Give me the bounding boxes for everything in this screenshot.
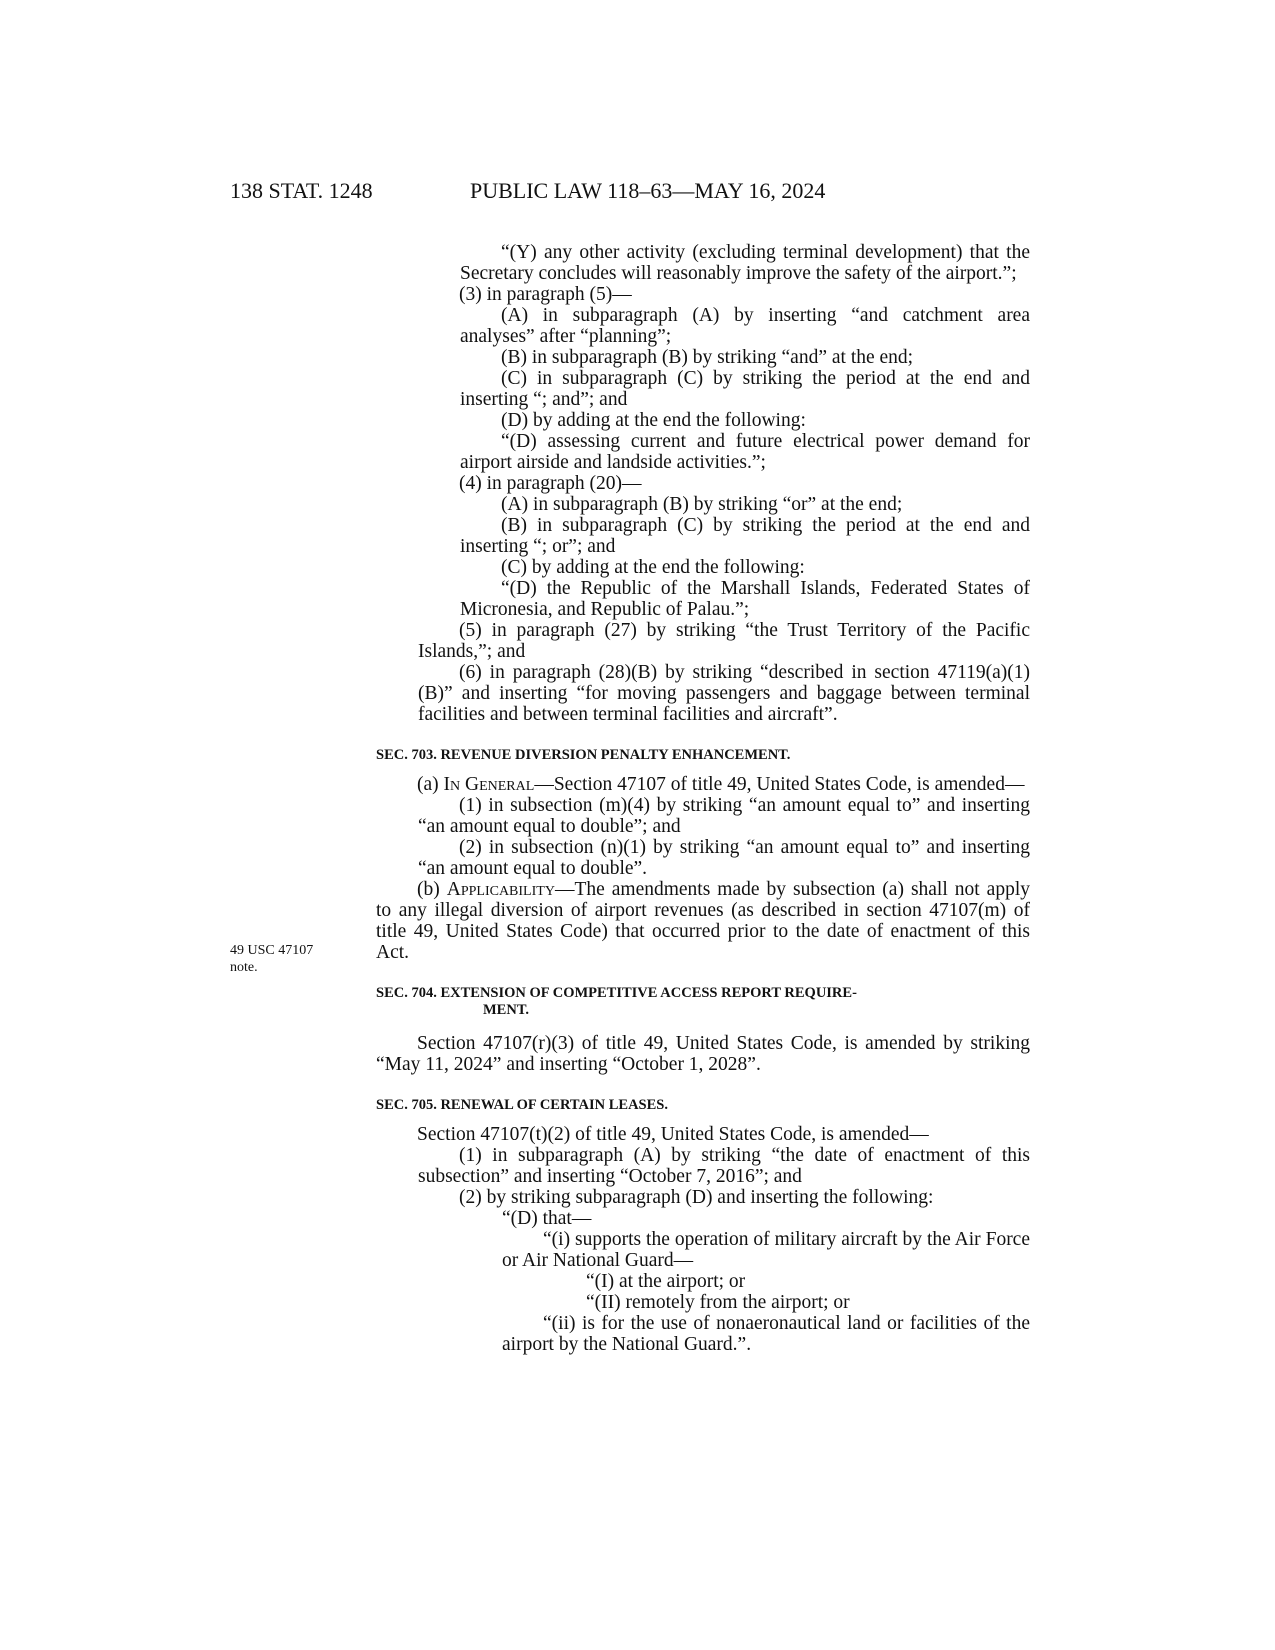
quoted-paragraph-4-c: “(D) the Republic of the Marshall Islands, Federated States of Micronesia, and Republic of Palau.”; [460, 578, 1030, 620]
section-703-heading: SEC. 703. REVENUE DIVERSION PENALTY ENHANCEMENT. [376, 747, 791, 763]
page-header [0, 178, 1275, 218]
subsection-a-text: —Section 47107 of title 49, United States Code, is amended— [534, 774, 1025, 795]
document-body [376, 242, 1030, 1355]
section-703-a-2: (2) in subsection (n)(1) by striking “an amount equal to” and inserting “an amount equal to double”. [418, 837, 1030, 879]
section-705-quoted-d: “(D) that— [502, 1208, 592, 1229]
section-705-paragraph-1: (1) in subparagraph (A) by striking “the date of enactment of this subsection” and inserting “October 7, 2016”; and [418, 1145, 1030, 1187]
paragraph-3-a: (A) in subparagraph (A) by inserting “and catchment area analyses” after “planning”; [460, 305, 1030, 347]
section-704-heading-continued: MENT. [483, 1002, 530, 1018]
paragraph-6: (6) in paragraph (28)(B) by striking “described in section 47119(a)(1)(B)” and inserting “for moving passengers and baggage between terminal facilities and between terminal facilities and aircraft”. [418, 662, 1030, 725]
margin-note-suffix: note. [230, 960, 258, 975]
quoted-paragraph-y: “(Y) any other activity (excluding terminal development) that the Secretary concludes will reasonably improve the safety of the airport.”; [460, 242, 1030, 284]
paragraph-3-d: (D) by adding at the end the following: [501, 410, 806, 431]
subsection-a-label: (a) [417, 774, 444, 795]
section-703-a-1: (1) in subsection (m)(4) by striking “an amount equal to” and inserting “an amount equal to double”; and [418, 795, 1030, 837]
section-705-quoted-i: “(i) supports the operation of military aircraft by the Air Force or Air National Guard— [502, 1229, 1030, 1271]
section-705-quoted-I: “(I) at the airport; or [586, 1271, 746, 1292]
paragraph-3-c: (C) in subparagraph (C) by striking the period at the end and inserting “; and”; and [460, 368, 1030, 410]
section-703-subsection-b [376, 879, 1030, 963]
section-704-text: Section 47107(r)(3) of title 49, United States Code, is amended by striking “May 11, 2024” and inserting “October 1, 2028”. [376, 1033, 1030, 1075]
section-705-intro: Section 47107(t)(2) of title 49, United States Code, is amended— [417, 1124, 929, 1145]
paragraph-3-b: (B) in subparagraph (B) by striking “and” at the end; [501, 347, 914, 368]
subsection-b-caption: Applicability [446, 879, 555, 900]
paragraph-4-c: (C) by adding at the end the following: [501, 557, 805, 578]
public-law-title: PUBLIC LAW 118–63—MAY 16, 2024 [470, 178, 826, 203]
section-705-paragraph-2: (2) by striking subparagraph (D) and inserting the following: [459, 1187, 934, 1208]
margin-note-citation: 49 USC 47107 [230, 943, 314, 958]
section-705-quoted-ii: “(ii) is for the use of nonaeronautical land or facilities of the airport by the National Guard.”. [502, 1313, 1030, 1355]
subsection-b-label: (b) [417, 879, 447, 900]
section-704-heading: SEC. 704. EXTENSION OF COMPETITIVE ACCESS REPORT REQUIRE- [376, 985, 857, 1001]
statute-page-number: 138 STAT. 1248 [230, 178, 373, 203]
paragraph-4-b: (B) in subparagraph (C) by striking the period at the end and inserting “; or”; and [460, 515, 1030, 557]
paragraph-3: (3) in paragraph (5)— [459, 284, 632, 305]
paragraph-4: (4) in paragraph (20)— [459, 473, 642, 494]
paragraph-4-a: (A) in subparagraph (B) by striking “or” at the end; [501, 494, 903, 515]
quoted-paragraph-3-d: “(D) assessing current and future electrical power demand for airport airside and landside activities.”; [460, 431, 1030, 473]
subsection-b-text: —The amendments made by subsection (a) shall not apply to any illegal diversion of airport revenues (as described in section 47107(m) of title 49, United States Code) that occurred prior to the date of enactment of this Act. [376, 879, 1030, 963]
section-705-quoted-II: “(II) remotely from the airport; or [586, 1292, 850, 1313]
section-705-heading: SEC. 705. RENEWAL OF CERTAIN LEASES. [376, 1097, 668, 1113]
subsection-a-caption: In General [443, 774, 535, 795]
section-703-subsection-a [376, 774, 1030, 795]
margin-note [230, 942, 340, 976]
paragraph-5: (5) in paragraph (27) by striking “the Trust Territory of the Pacific Islands,”; and [418, 620, 1030, 662]
